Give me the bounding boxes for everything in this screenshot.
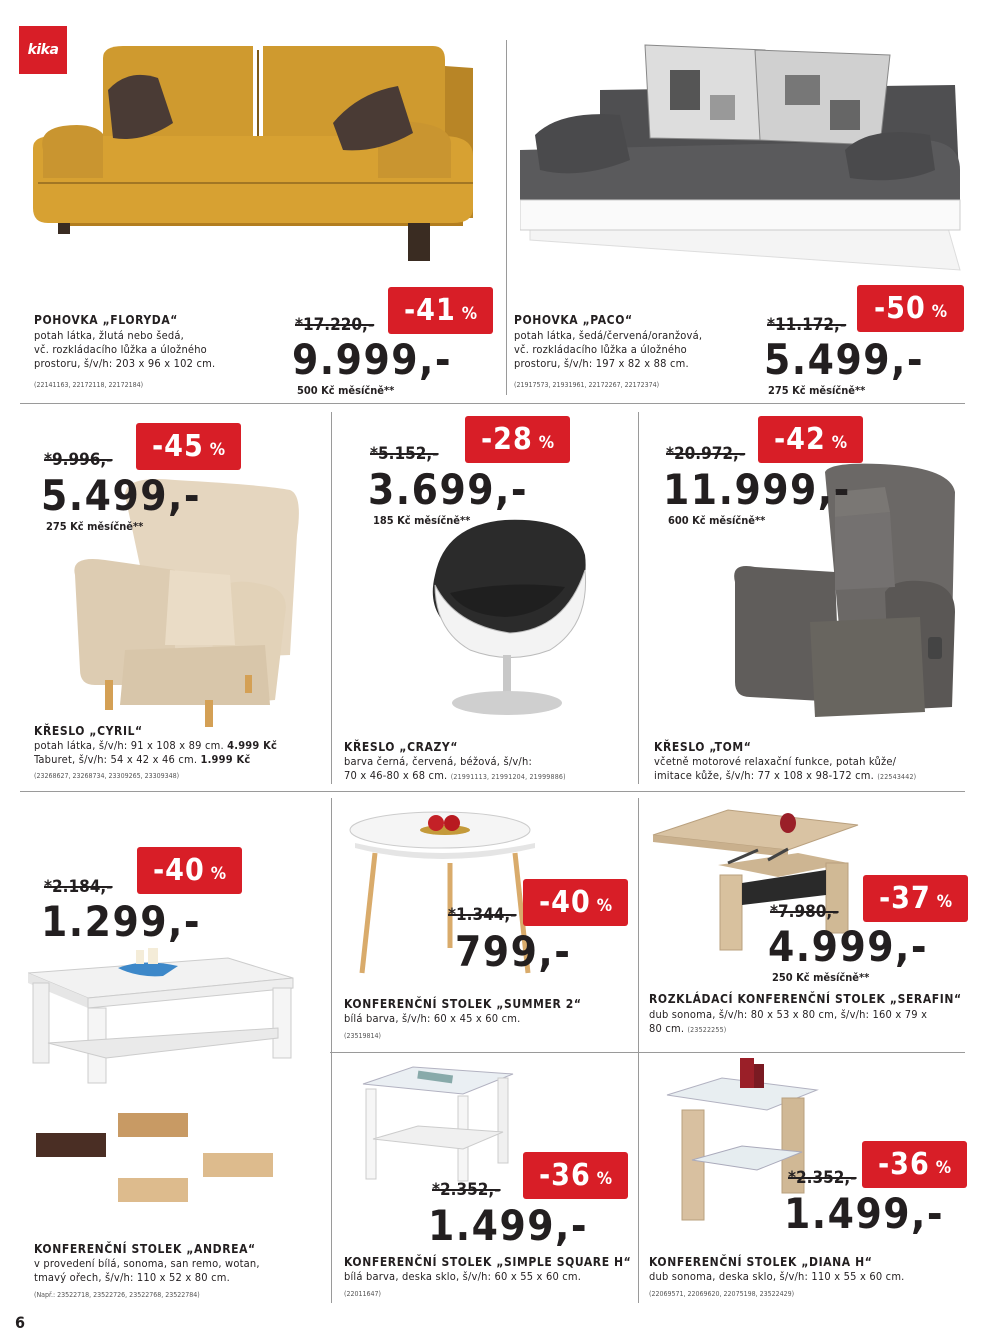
paco-sofa-image[interactable] (520, 40, 970, 285)
desc-text: potah látka, š/v/h: 91 x 108 x 89 cm. (34, 739, 224, 752)
tom-price: 11.999,- (663, 465, 851, 514)
discount-value: -42 (773, 422, 826, 457)
diana-old-price: *2.352,- (788, 1168, 857, 1188)
desc-text: imitace kůže, š/v/h: 77 x 108 x 98-172 cm. (654, 769, 874, 782)
crazy-desc (344, 755, 566, 784)
cyril-monthly: 275 Kč měsíčně** (46, 520, 144, 533)
desc-price: 4.999 Kč (227, 739, 278, 752)
floryda-price: 9.999,- (292, 335, 453, 384)
desc-line: dub sonoma, deska sklo, š/v/h: 110 x 55 x 60 cm. (649, 1270, 905, 1283)
desc-line (344, 769, 566, 784)
andrea-table-image[interactable] (28, 948, 298, 1218)
paco-discount-badge (857, 285, 964, 332)
crazy-old-price: *5.152,- (370, 444, 439, 464)
paco-desc (514, 329, 702, 371)
serafin-title: ROZKLÁDACÍ KONFERENČNÍ STOLEK „SERAFIN“ (649, 992, 962, 1006)
percent-sign: % (461, 303, 478, 324)
cyril-old-price: *9.996,- (44, 450, 113, 470)
simple-desc (344, 1270, 581, 1284)
divider (331, 412, 332, 784)
summer-old-price: *1.344,- (448, 905, 517, 925)
summer-price: 799,- (455, 927, 572, 976)
desc-line: dub sonoma, š/v/h: 80 x 53 x 80 cm, š/v/h: 160 x 79 x (649, 1008, 928, 1021)
andrea-desc (34, 1257, 260, 1285)
percent-sign: % (831, 432, 848, 453)
cyril-discount-badge (136, 423, 241, 470)
paco-price: 5.499,- (764, 335, 925, 384)
discount-value: -37 (878, 881, 931, 916)
percent-sign: % (596, 895, 613, 916)
discount-value: -28 (480, 422, 533, 457)
simple-title: KONFERENČNÍ STOLEK „SIMPLE SQUARE H“ (344, 1255, 632, 1269)
cyril-title: KŘESLO „CYRIL“ (34, 724, 143, 738)
andrea-old-price: *2.184,- (44, 877, 113, 897)
percent-sign: % (935, 1157, 952, 1178)
andrea-title: KONFERENČNÍ STOLEK „ANDREA“ (34, 1242, 256, 1256)
diana-desc (649, 1270, 905, 1284)
andrea-price: 1.299,- (41, 897, 202, 946)
desc-text: 80 cm. (649, 1022, 685, 1035)
discount-value: -40 (538, 885, 591, 920)
divider (331, 798, 332, 1303)
crazy-title: KŘESLO „CRAZY“ (344, 740, 459, 754)
discount-value: -41 (403, 293, 456, 328)
summer-title: KONFERENČNÍ STOLEK „SUMMER 2“ (344, 997, 582, 1011)
floryda-desc (34, 329, 215, 371)
divider (506, 40, 507, 395)
desc-line (34, 739, 277, 753)
summer-codes: (23519814) (344, 1032, 381, 1040)
simple-codes: (22011647) (344, 1290, 381, 1298)
desc-line (34, 753, 277, 767)
diana-title: KONFERENČNÍ STOLEK „DIANA H“ (649, 1255, 873, 1269)
discount-value: -36 (877, 1147, 930, 1182)
floryda-title: POHOVKA „FLORYDA“ (34, 313, 178, 327)
floryda-codes: (22141163, 22172118, 22172184) (34, 381, 144, 389)
percent-sign: % (538, 432, 555, 453)
discount-value: -40 (152, 853, 205, 888)
serafin-discount-badge (863, 875, 968, 922)
percent-sign: % (936, 891, 953, 912)
floryda-sofa-image[interactable] (33, 38, 483, 278)
simple-old-price: *2.352,- (432, 1180, 501, 1200)
desc-line: barva černá, červená, béžová, š/v/h: (344, 755, 532, 768)
floryda-monthly: 500 Kč měsíčně** (297, 384, 395, 397)
crazy-discount-badge (465, 416, 570, 463)
serafin-old-price: *7.980,- (770, 902, 839, 922)
tom-discount-badge (758, 416, 863, 463)
percent-sign: % (596, 1168, 613, 1189)
simple-discount-badge (523, 1152, 628, 1199)
simple-square-table-image[interactable] (358, 1064, 518, 1189)
divider (20, 791, 965, 792)
desc-line: tmavý ořech, š/v/h: 110 x 52 x 80 cm. (34, 1271, 230, 1284)
tom-desc (654, 755, 916, 784)
desc-line: včetně motorové relaxační funkce, potah kůže/ (654, 755, 897, 768)
percent-sign: % (210, 863, 227, 884)
desc-line (649, 1022, 964, 1037)
serafin-codes: (23522255) (687, 1026, 727, 1034)
divider (638, 798, 639, 1303)
divider (330, 1052, 965, 1053)
discount-value: -50 (873, 291, 926, 326)
crazy-price: 3.699,- (368, 465, 529, 514)
andrea-discount-badge (137, 847, 242, 894)
serafin-price: 4.999,- (768, 922, 929, 971)
desc-line: v provedení bílá, sonoma, san remo, wotan, (34, 1257, 260, 1270)
desc-line: prostoru, š/v/h: 197 x 82 x 88 cm. (514, 357, 689, 370)
floryda-discount-badge (388, 287, 493, 334)
desc-line: potah látka, žlutá nebo šedá, (34, 329, 184, 342)
desc-text: Taburet, š/v/h: 54 x 42 x 46 cm. (34, 753, 198, 766)
desc-line: vč. rozkládacího lůžka a úložného (34, 343, 207, 356)
desc-line: bílá barva, deska sklo, š/v/h: 60 x 55 x 60 cm. (344, 1270, 582, 1283)
desc-line: bílá barva, š/v/h: 60 x 45 x 60 cm. (344, 1012, 521, 1025)
summer-discount-badge (523, 879, 628, 926)
desc-line (654, 769, 916, 784)
percent-sign: % (209, 439, 226, 460)
andrea-codes: (Např.: 23522718, 23522726, 23522768, 23522784) (34, 1291, 200, 1299)
simple-price: 1.499,- (428, 1201, 589, 1250)
cyril-price: 5.499,- (41, 471, 202, 520)
tom-title: KŘESLO „TOM“ (654, 740, 752, 754)
desc-line: vč. rozkládacího lůžka a úložného (514, 343, 687, 356)
divider (20, 403, 965, 404)
serafin-desc (649, 1008, 964, 1037)
tom-codes: (22543442) (877, 773, 917, 781)
serafin-monthly: 250 Kč měsíčně** (772, 971, 870, 984)
crazy-chair-image[interactable] (415, 515, 600, 720)
discount-value: -36 (538, 1158, 591, 1193)
diana-discount-badge (862, 1141, 967, 1188)
crazy-codes: (21991113, 21991204, 21999886) (450, 773, 566, 781)
cyril-codes: (23268627, 23268734, 23309265, 23309348) (34, 772, 180, 780)
floryda-old-price: *17.220,- (295, 315, 375, 335)
divider (638, 412, 639, 784)
page-number: 6 (15, 1313, 26, 1332)
desc-line: prostoru, š/v/h: 203 x 96 x 102 cm. (34, 357, 216, 370)
crazy-monthly: 185 Kč měsíčně** (373, 514, 471, 527)
diana-price: 1.499,- (784, 1189, 945, 1238)
cyril-desc (34, 739, 277, 767)
percent-sign: % (931, 301, 948, 322)
discount-value: -45 (151, 429, 204, 464)
desc-price: 1.999 Kč (200, 753, 251, 766)
paco-old-price: *11.172,- (767, 315, 847, 335)
summer-desc (344, 1012, 520, 1026)
desc-text: 70 x 46-80 x 68 cm. (344, 769, 448, 782)
logo-text: kika (27, 42, 59, 58)
paco-codes: (21917573, 21931961, 22172267, 22172374) (514, 381, 660, 389)
paco-title: POHOVKA „PACO“ (514, 313, 633, 327)
paco-monthly: 275 Kč měsíčně** (768, 384, 866, 397)
tom-monthly: 600 Kč měsíčně** (668, 514, 766, 527)
diana-codes: (22069571, 22069620, 22075198, 23522429) (649, 1290, 795, 1298)
desc-line: potah látka, šedá/červená/oranžová, (514, 329, 703, 342)
tom-old-price: *20.972,- (666, 444, 746, 464)
